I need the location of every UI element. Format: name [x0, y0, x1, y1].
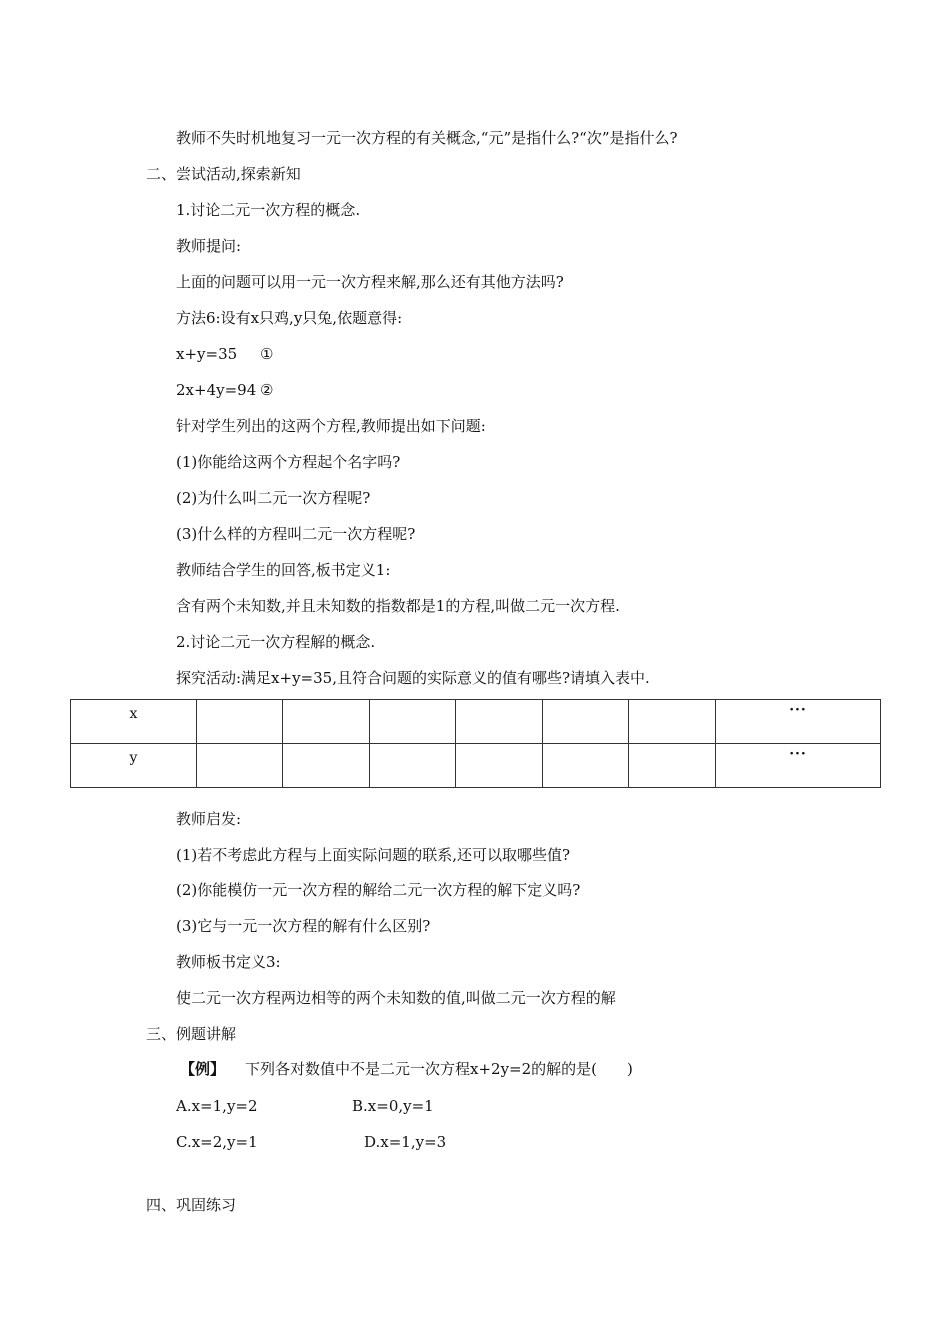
row-label-y: y [71, 744, 197, 788]
row-label-x: x [71, 700, 197, 744]
option-d: D.x=1,y=3 [364, 1133, 447, 1151]
equation-2: 2x+4y=94 [176, 381, 257, 399]
hint-1: (1)若不考虑此方程与上面实际问题的联系,还可以取哪些值? [176, 846, 571, 864]
ellipsis-cell: ··· [716, 700, 881, 744]
hint-3: (3)它与一元一次方程的解有什么区别? [176, 917, 431, 935]
table-cell[interactable] [629, 700, 716, 744]
definition-3-label: 教师板书定义3: [176, 953, 281, 971]
definition-1-text: 含有两个未知数,并且未知数的指数都是1的方程,叫做二元一次方程. [176, 597, 620, 615]
table-cell[interactable] [456, 744, 543, 788]
table-cell[interactable] [629, 744, 716, 788]
section-heading-3: 三、例题讲解 [146, 1025, 237, 1043]
teacher-question-label: 教师提问: [176, 237, 242, 255]
equation-1-marker: ① [260, 345, 274, 363]
question-text: 上面的问题可以用一元一次方程来解,那么还有其他方法吗? [176, 273, 564, 291]
example-question: 下列各对数值中不是二元一次方程x+2y=2的解的是( ) [245, 1060, 633, 1078]
hint-2: (2)你能模仿一元一次方程的解给二元一次方程的解下定义吗? [176, 881, 581, 899]
method-6: 方法6:设有x只鸡,y只兔,依题意得: [176, 309, 403, 327]
equation-2-marker: ② [260, 381, 274, 399]
section-heading-4: 四、巩固练习 [146, 1196, 237, 1214]
ellipsis-cell: ··· [716, 744, 881, 788]
table-cell[interactable] [543, 700, 629, 744]
table-cell[interactable] [370, 744, 456, 788]
example-tag: 【例】 [180, 1060, 226, 1078]
subsection-2: 2.讨论二元一次方程解的概念. [176, 633, 376, 651]
section-heading-2: 二、尝试活动,探索新知 [146, 165, 301, 183]
definition-3-text: 使二元一次方程两边相等的两个未知数的值,叫做二元一次方程的解 [176, 989, 616, 1007]
table-cell[interactable] [197, 744, 283, 788]
table-cell[interactable] [456, 700, 543, 744]
teacher-prompt: 针对学生列出的这两个方程,教师提出如下问题: [176, 417, 486, 435]
table-cell[interactable] [283, 700, 370, 744]
review-note: 教师不失时机地复习一元一次方程的有关概念,“元”是指什么?“次”是指什么? [176, 129, 678, 147]
table-cell[interactable] [543, 744, 629, 788]
activity-text: 探究活动:满足x+y=35,且符合问题的实际意义的值有哪些?请填入表中. [176, 669, 650, 687]
table-cell[interactable] [283, 744, 370, 788]
table-cell[interactable] [197, 700, 283, 744]
option-c: C.x=2,y=1 [176, 1133, 258, 1151]
table-row [71, 744, 881, 788]
table-row [71, 700, 881, 744]
question-2: (2)为什么叫二元一次方程呢? [176, 489, 371, 507]
value-table [70, 699, 881, 788]
question-1: (1)你能给这两个方程起个名字吗? [176, 453, 401, 471]
teacher-hint-label: 教师启发: [176, 810, 242, 828]
question-3: (3)什么样的方程叫二元一次方程呢? [176, 525, 416, 543]
subsection-1: 1.讨论二元一次方程的概念. [176, 201, 361, 219]
equation-1: x+y=35 [176, 345, 238, 363]
definition-1-label: 教师结合学生的回答,板书定义1: [176, 561, 391, 579]
option-b: B.x=0,y=1 [352, 1097, 434, 1115]
table-cell[interactable] [370, 700, 456, 744]
option-a: A.x=1,y=2 [176, 1097, 258, 1115]
